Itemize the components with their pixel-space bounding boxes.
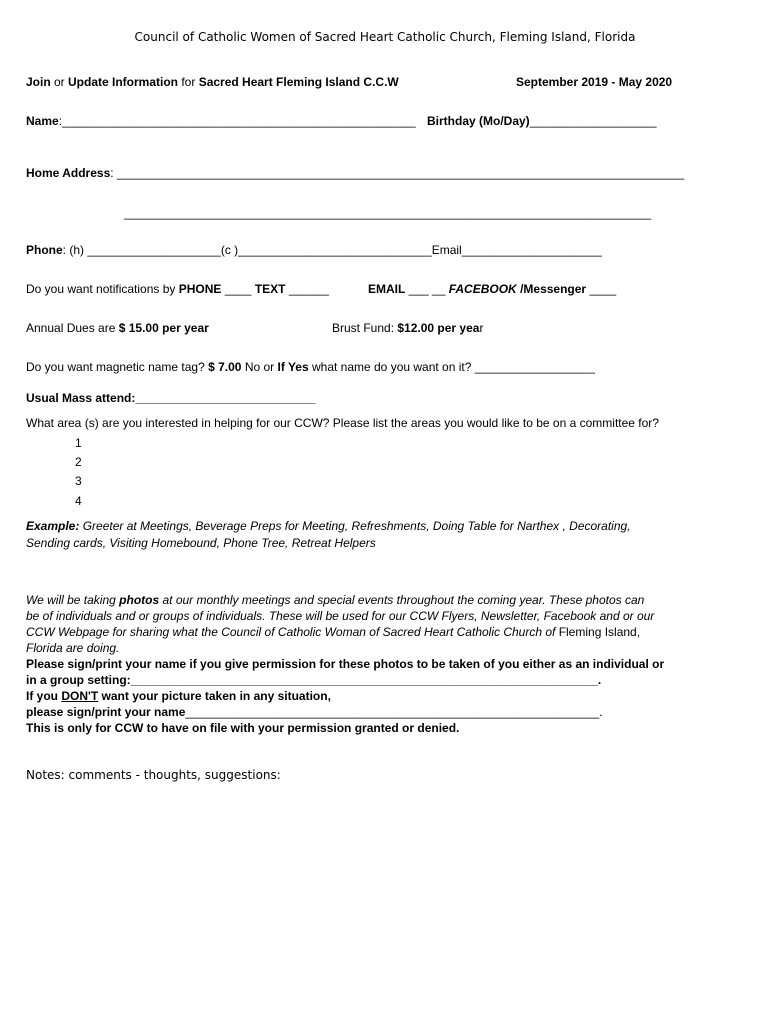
photos-line-1 xyxy=(26,593,644,608)
join-text: Join xyxy=(26,75,51,89)
address-label: Home Address xyxy=(26,166,111,180)
name-blank[interactable]: :_____________________________________________________ xyxy=(58,114,416,128)
photos-keyword: photos xyxy=(119,593,160,607)
email-option: EMAIL xyxy=(368,282,406,296)
email-option-blank[interactable]: ___ __ xyxy=(405,282,449,296)
example-line-1 xyxy=(26,519,631,534)
name-tag-price: $ 7.00 xyxy=(208,360,242,374)
photos-line-3-a: CCW Webpage for sharing what the Council of Catholic Woman of Sacred Heart Catholic Church of xyxy=(26,625,559,639)
dont-text-b: DON'T xyxy=(61,689,99,703)
phone-option: PHONE xyxy=(178,282,222,296)
interest-item[interactable]: 1 xyxy=(75,436,82,450)
page-title: Council of Catholic Women of Sacred Heart Catholic Church, Fleming Island, Florida xyxy=(134,30,636,44)
dont-line xyxy=(26,689,331,704)
notification-question: Do you want notifications by xyxy=(26,282,179,296)
decline-signature-field[interactable] xyxy=(26,705,603,720)
phone-label: Phone xyxy=(26,243,63,257)
file-notice: This is only for CCW to have on file with your permission granted or denied. xyxy=(26,721,460,735)
mass-label: Usual Mass attend: xyxy=(26,391,136,405)
photos-text-a: We will be taking xyxy=(26,593,120,607)
mass-blank[interactable]: ___________________________ xyxy=(135,391,316,405)
photos-line-3-b: Fleming Island, xyxy=(558,625,641,639)
address-field[interactable] xyxy=(26,166,684,181)
for-text: for xyxy=(178,75,199,89)
permission-line-1: Please sign/print your name if you give permission for these photos to be taken of you either as an individual or xyxy=(26,657,665,671)
notification-preferences[interactable] xyxy=(26,282,329,297)
birthday-field[interactable] xyxy=(427,114,657,129)
name-tag-text: Do you want magnetic name tag? xyxy=(26,360,209,374)
dont-text-c: want your picture taken in any situation, xyxy=(98,689,331,703)
annual-dues xyxy=(26,321,209,336)
address-blank-1[interactable]: : _____________________________________________________________________________________ xyxy=(110,166,685,180)
brust-fund xyxy=(332,321,483,336)
interest-item[interactable]: 4 xyxy=(75,494,82,508)
name-tag-no: No or xyxy=(241,360,278,374)
brust-label: Brust Fund: xyxy=(332,321,398,335)
interest-item[interactable]: 2 xyxy=(75,455,82,469)
or-text: or xyxy=(50,75,69,89)
sign-label: please sign/print your name xyxy=(26,705,186,719)
name-tag-blank[interactable]: what name do you want on it? __________________ xyxy=(308,360,595,374)
permission-signature-field[interactable]: in a group setting:______________________________________________________________________. xyxy=(26,673,602,687)
address-blank-2[interactable]: _______________________________________________________________________________ xyxy=(124,206,652,220)
dues-amount: $ 15.00 per year xyxy=(118,321,209,335)
facebook-option: FACEBOOK xyxy=(448,282,517,296)
notification-preferences-2[interactable] xyxy=(368,282,616,297)
photos-line-4: Florida are doing. xyxy=(26,641,120,655)
sign-blank[interactable]: ______________________________________________________________. xyxy=(185,705,603,719)
update-text: Update Information xyxy=(68,75,179,89)
date-range: September 2019 - May 2020 xyxy=(516,75,673,89)
interest-question: What area (s) are you interested in helping for our CCW? Please list the areas you would like to be on a committee for? xyxy=(26,416,659,430)
messenger-option-blank[interactable]: ____ xyxy=(586,282,617,296)
phone-option-blank[interactable]: ____ xyxy=(221,282,255,296)
birthday-blank[interactable]: ___________________ xyxy=(529,114,657,128)
text-option: TEXT xyxy=(254,282,286,296)
interest-item[interactable]: 3 xyxy=(75,474,82,488)
example-label: Example: xyxy=(26,519,80,533)
photos-line-2: be of individuals and or groups of individuals. These will be used for our CCW Flyers, Newsletter, Facebook and or our xyxy=(26,609,655,623)
brust-tail: r xyxy=(479,321,484,335)
photos-text-c: at our monthly meetings and special events throughout the coming year. These photos can xyxy=(159,593,645,607)
usual-mass-field[interactable] xyxy=(26,391,316,406)
phone-field[interactable] xyxy=(26,243,602,258)
birthday-label: Birthday (Mo/Day) xyxy=(427,114,530,128)
notes-label[interactable]: Notes: comments - thoughts, suggestions: xyxy=(26,768,281,782)
name-label: Name xyxy=(26,114,59,128)
brust-amount: $12.00 per yea xyxy=(397,321,480,335)
phone-blanks[interactable]: : (h) ____________________(c )_____________________________ xyxy=(62,243,432,257)
photos-line-3 xyxy=(26,625,640,640)
text-option-blank[interactable]: ______ xyxy=(285,282,329,296)
parish-name: Sacred Heart Fleming Island C.C.W xyxy=(198,75,399,89)
dont-text-a: If you xyxy=(26,689,62,703)
name-tag-if-yes: If Yes xyxy=(277,360,309,374)
example-line-2: Sending cards, Visiting Homebound, Phone Tree, Retreat Helpers xyxy=(26,536,376,550)
name-tag-question[interactable] xyxy=(26,360,595,375)
example-text-1: Greeter at Meetings, Beverage Preps for Meeting, Refreshments, Doing Table for Narthex , Decorating, xyxy=(79,519,631,533)
name-field[interactable] xyxy=(26,114,416,129)
email-field[interactable]: Email_____________________ xyxy=(431,243,602,257)
dues-label: Annual Dues are xyxy=(26,321,119,335)
messenger-option: /Messenger xyxy=(516,282,587,296)
form-header xyxy=(26,75,399,90)
